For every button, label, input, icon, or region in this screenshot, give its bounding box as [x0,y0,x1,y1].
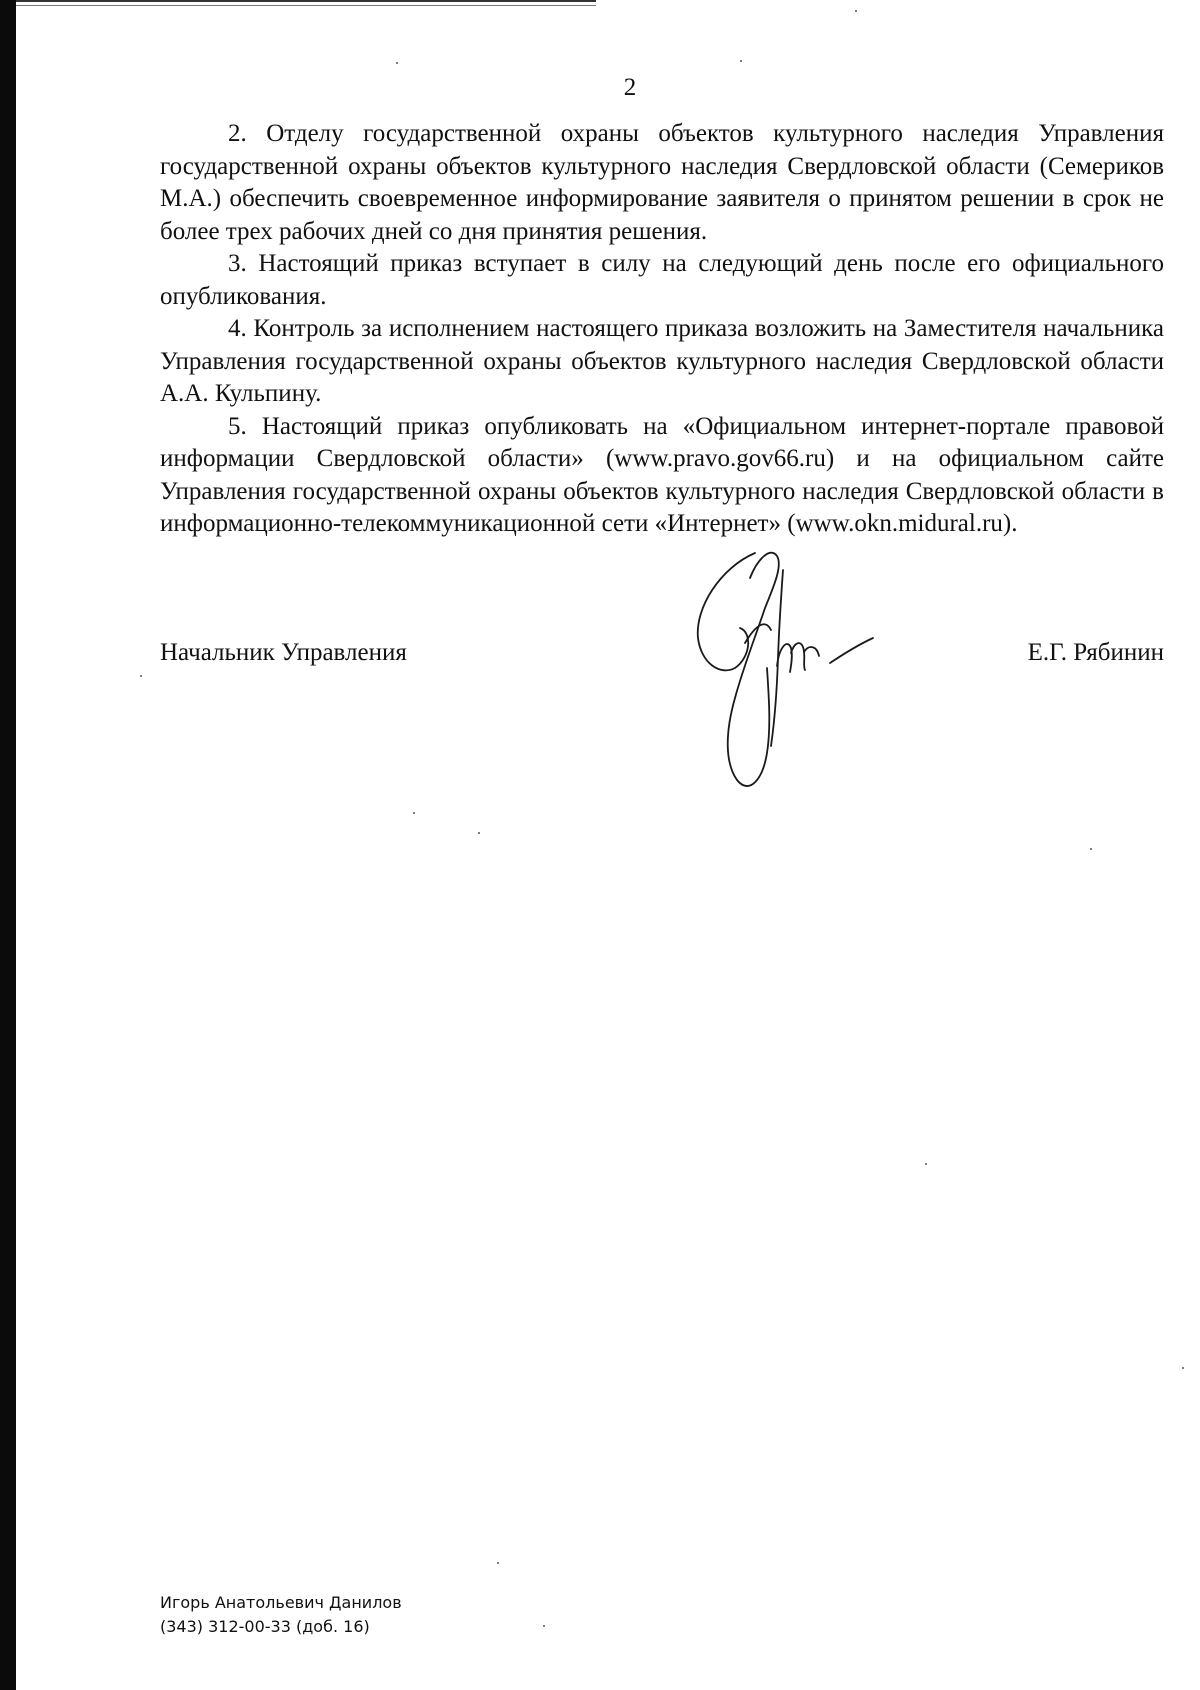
scan-edge-top [16,0,596,6]
scan-speck [413,812,415,814]
scan-speck [497,1562,499,1564]
scan-speck [1182,1367,1184,1369]
scan-speck [140,675,142,677]
executor-info [160,1591,402,1639]
paragraph-4: 4. Контроль за исполнением настоящего приказа возложить на Заместителя начальника Управления государственной охраны объектов культурного наследия Свердловской области А.А. Кульпину. [160,315,1164,407]
scan-speck [1090,848,1092,850]
scan-edge-left [0,0,16,1690]
scan-speck [543,1625,545,1627]
scan-speck [740,60,742,62]
scan-speck [925,1163,927,1165]
scan-speck [855,10,857,12]
paragraph-5: 5. Настоящий приказ опубликовать на «Официальном интернет-портале правовой информации Свердловской области» (www.pravo.gov66.ru) и на официальном сайте Управления государственной охраны объектов культурного наследия Свердловской области в информационно-телекоммуникационной сети «Интернет» (www.okn.midural.ru). [160,412,1164,537]
scan-speck [478,832,480,834]
signer-position-title: Начальник Управления [160,639,407,666]
paragraph-3: 3. Настоящий приказ вступает в силу на следующий день после его официального опубликования. [160,250,1164,310]
scan-speck [396,62,398,64]
paragraph-2: 2. Отделу государственной охраны объектов культурного наследия Управления государственной охраны объектов культурного наследия Свердловской области (Семериков М.А.) обеспечить своевременное информирование заявителя о принятом решении в срок не более трех рабочих дней со дня принятия решения. [160,120,1164,245]
signer-name: Е.Г. Рябинин [1027,639,1164,666]
document-body [160,118,1164,541]
executor-name: Игорь Анатольевич Данилов [160,1593,402,1612]
executor-phone: (343) 312-00-33 (доб. 16) [160,1617,370,1636]
page-number: 2 [623,74,637,101]
handwritten-signature [695,548,915,808]
